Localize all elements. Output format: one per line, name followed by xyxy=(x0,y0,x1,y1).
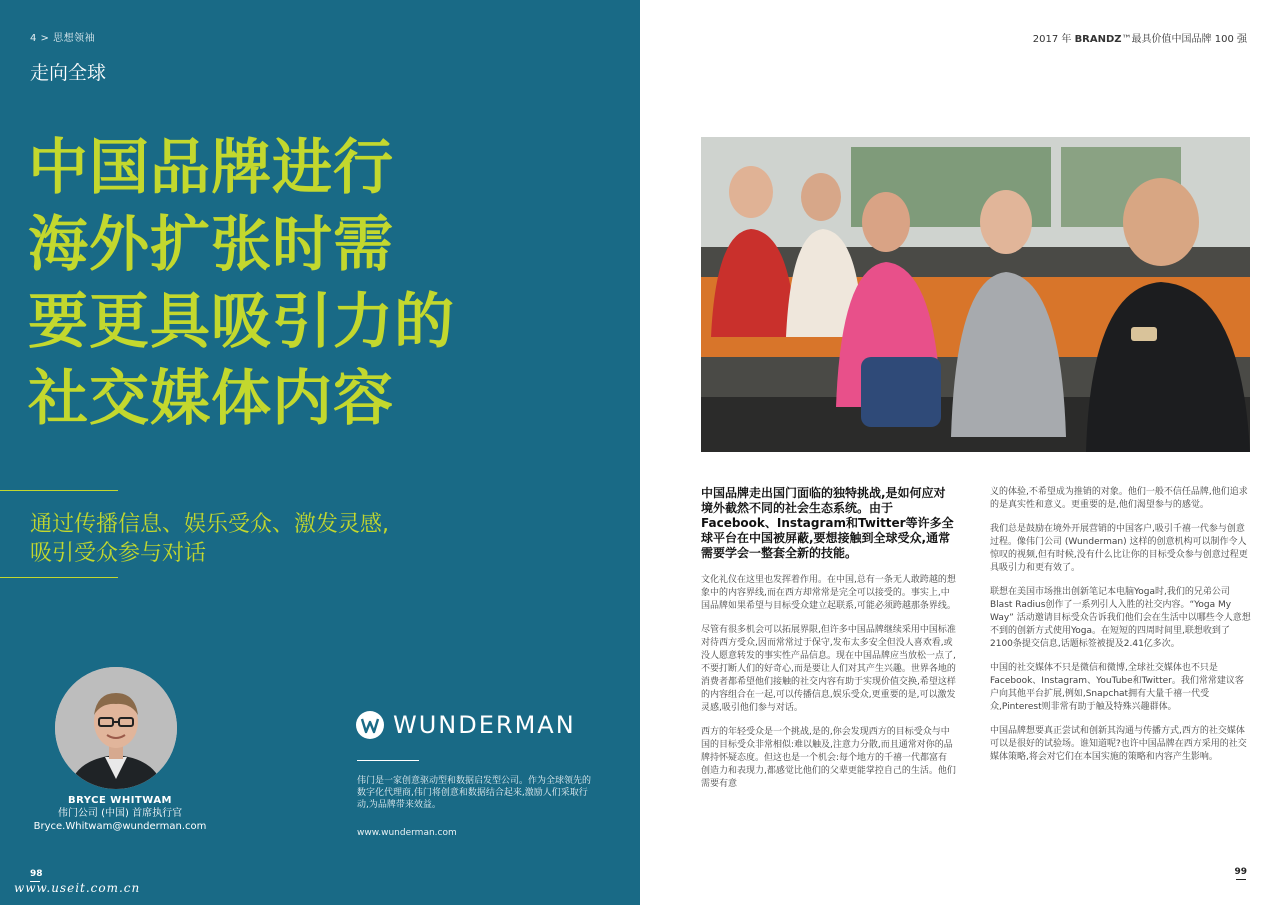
headline-line-3: 要更具吸引力的 xyxy=(28,287,455,357)
wunderman-w-icon xyxy=(355,710,385,740)
subhead xyxy=(30,510,550,568)
company-blurb: 伟门是一家创意驱动型和数据启发型公司。作为全球领先的数字化代理商,伟门将创意和数据结合起来,激励人们采取行动,为品牌带来效益。 xyxy=(357,776,592,810)
company-url[interactable]: www.wunderman.com xyxy=(357,828,457,838)
col2-paragraph-2: 我们总是鼓励在境外开展营销的中国客户,吸引千禧一代参与创意过程。像伟门公司 (Wunderman) 这样的创意机构可以制作令人惊叹的视频,但有时候,没有什么比让你的目标受众参与创意过程更具吸引力和更有效了。 xyxy=(990,524,1248,573)
subhead-bottom-rule xyxy=(0,577,118,578)
wunderman-logo-text: WUNDERMAN xyxy=(393,711,576,739)
photo-illustration xyxy=(701,137,1250,452)
watermark: www.useit.com.cn xyxy=(14,881,141,895)
page-number-left-text: 98 xyxy=(30,869,43,879)
running-header xyxy=(1033,30,1247,45)
subhead-top-rule xyxy=(0,490,118,491)
author-title: 伟门公司 (中国) 首席执行官 xyxy=(57,808,183,819)
text-column-2 xyxy=(990,486,1252,775)
header-suffix: ™最具价值中国品牌 100 强 xyxy=(1121,34,1247,45)
page-number-right xyxy=(1234,867,1247,880)
headline-line-4: 社交媒体内容 xyxy=(28,364,394,434)
col1-paragraph-1: 文化礼仪在这里也发挥着作用。在中国,总有一条无人敢跨越的想象中的内容界线,而在西方却常常是完全可以接受的。事实上,中国品牌如果希望与目标受众建立起联系,可能必须跨越那条界线。 xyxy=(701,575,956,611)
col2-paragraph-3: 联想在美国市场推出创新笔记本电脑Yoga时,我们的兄弟公司Blast Radius创作了一系列引人入胜的社交内容。“Yoga My Way” 活动邀请目标受众告诉我们他们会在生活中以哪些令人意想不到的创新方式使用Yoga。在短短的四周时间里,联想收到了2100条提交信息,话题标签被提及2.41亿多次。 xyxy=(990,587,1251,649)
header-brand: BRANDZ xyxy=(1074,34,1122,45)
subhead-line-2: 吸引受众参与对话 xyxy=(30,541,207,566)
headline-line-2: 海外扩张时需 xyxy=(28,210,394,280)
right-page xyxy=(640,0,1280,905)
subway-commuters-photo xyxy=(701,137,1250,452)
col1-paragraph-3: 西方的年轻受众是一个挑战,是的,你会发现西方的目标受众与中国的目标受众非常相似:难以触及,注意力分散,而且通常对你的品牌持怀疑态度。但这也是一个机会:每个地方的千禧一代都富有创造力和表现力,都感觉比他们的父辈更能掌控自己的生活。他们需要有意 xyxy=(701,727,956,789)
col2-paragraph-4: 中国的社交媒体不只是微信和微博,全球社交媒体也不只是Facebook、Instagram、YouTube和Twitter。我们常常建议客户向其他平台扩展,例如,Snapchat拥有大量千禧一代受众,Pinterest则非常有助于触及特殊兴趣群体。 xyxy=(990,663,1244,712)
wunderman-logo xyxy=(355,710,576,740)
lead-paragraph: 中国品牌走出国门面临的独特挑战,是如何应对境外截然不同的社会生态系统。由于Facebook、Instagram和Twitter等许多全球平台在中国被屏蔽,要想接触到全球受众,通常需要学会一整套全新的技能。 xyxy=(701,486,954,560)
author-avatar xyxy=(55,667,177,789)
col2-paragraph-5: 中国品牌想要真正尝试和创新其沟通与传播方式,西方的社交媒体可以是很好的试验场。谁知道呢?也许中国品牌在西方采用的社交媒体策略,将会对它们在本国实施的策略和内容产生影响。 xyxy=(990,726,1247,762)
page-number-right-underline xyxy=(1236,879,1246,880)
breadcrumb: 4 > 思想领袖 xyxy=(30,33,96,44)
logo-divider xyxy=(357,760,419,761)
header-prefix: 2017 年 xyxy=(1032,34,1072,45)
author-portrait-image xyxy=(55,667,177,789)
author-email[interactable]: Bryce.Whitwam@wunderman.com xyxy=(33,821,207,832)
text-column-1 xyxy=(701,486,956,802)
page-number-right-text: 99 xyxy=(1234,867,1247,877)
author-name: BRYCE WHITWAM xyxy=(67,795,173,806)
col2-paragraph-1: 义的体验,不希望成为推销的对象。他们一般不信任品牌,他们追求的是真实性和意义。更重要的是,他们渴望参与的感觉。 xyxy=(990,487,1248,510)
section-title: 走向全球 xyxy=(30,62,107,84)
subhead-line-1: 通过传播信息、娱乐受众、激发灵感, xyxy=(30,512,389,537)
author-info xyxy=(20,794,220,833)
headline-line-1: 中国品牌进行 xyxy=(28,133,394,203)
headline xyxy=(28,130,608,438)
col1-paragraph-2: 尽管有很多机会可以拓展界限,但许多中国品牌继续采用中国标准对待西方受众,因而常常过于保守,发布太多安全但没人喜欢看,或没人愿意转发的事实性产品信息。现在中国品牌应当放松一点了,不要打断人们的好奇心,而是要让人们对其产生兴趣。世界各地的消费者都希望他们接触的社交内容有助于实现价值交换,希望这样的内容组合在一起,可以传播信息,娱乐受众,更重要的是,可以激发灵感,吸引他们参与对话。 xyxy=(701,625,956,713)
